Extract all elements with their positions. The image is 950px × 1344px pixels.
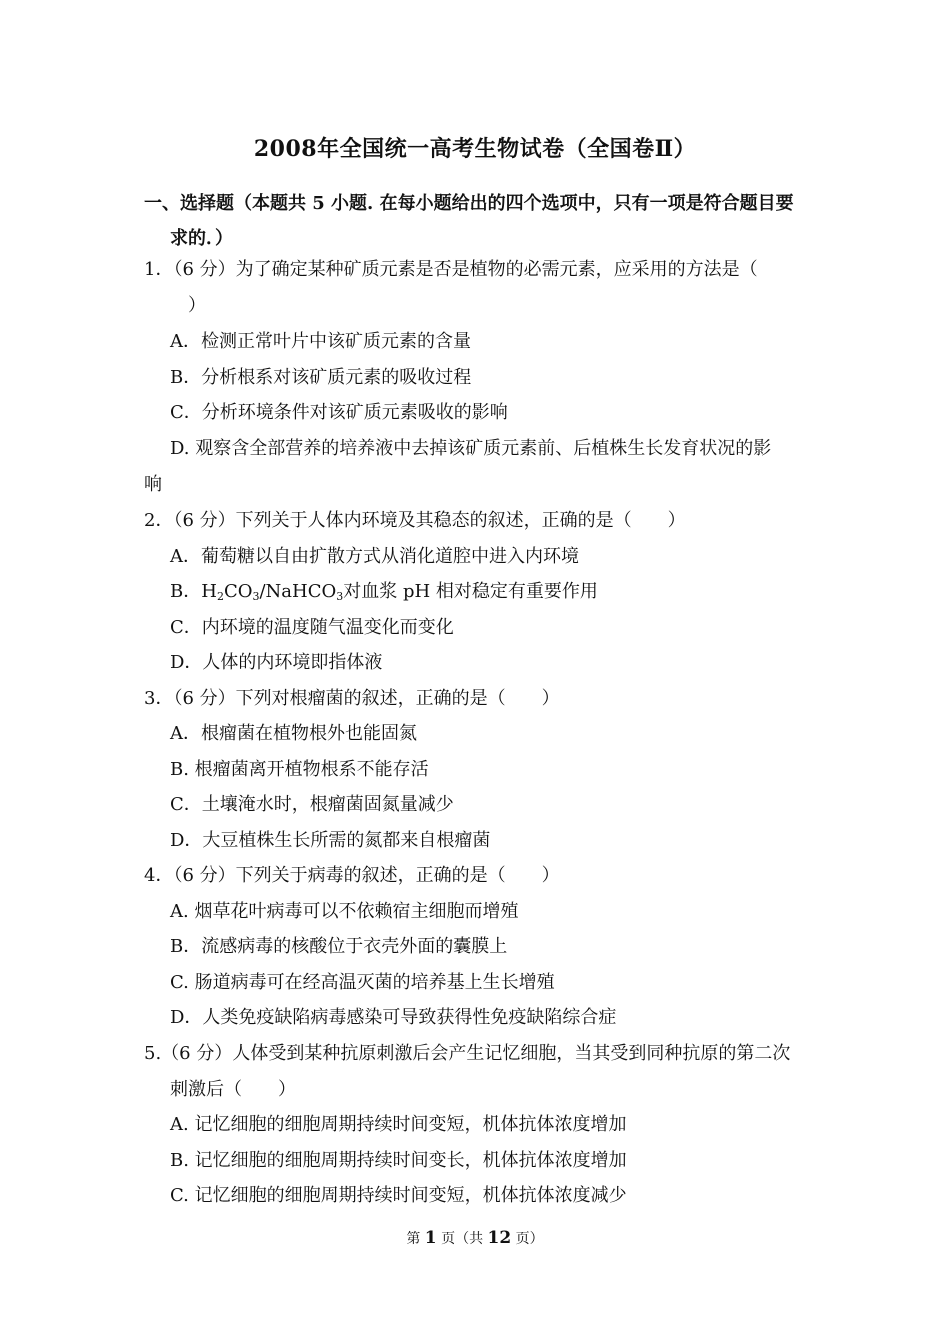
question-3-stem: 3．（6 分）下列对根瘤菌的叙述，正确的是（ ） <box>144 688 560 709</box>
subscript-2: 2 <box>216 590 224 603</box>
question-2-option-d: D．人体的内环境即指体液 <box>170 652 383 673</box>
option-b-suffix: 对血浆 pH 相对稳定有重要作用 <box>343 581 598 602</box>
subscript-3: 3 <box>252 590 260 603</box>
question-3-option-c: C．土壤淹水时，根瘤菌固氮量减少 <box>170 794 454 815</box>
question-5-stem-cont: 刺激后（ ） <box>170 1079 296 1100</box>
question-5-option-c: C. 记忆细胞的细胞周期持续时间变短，机体抗体浓度减少 <box>170 1185 627 1206</box>
question-2-stem: 2．（6 分）下列关于人体内环境及其稳态的叙述，正确的是（ ） <box>144 510 686 531</box>
question-4-stem: 4．（6 分）下列关于病毒的叙述，正确的是（ ） <box>144 865 560 886</box>
question-3-option-d: D．大豆植株生长所需的氮都来自根瘤菌 <box>170 830 491 851</box>
footer-prefix: 第 <box>406 1231 421 1247</box>
question-5-stem: 5.（6 分）人体受到某种抗原刺激后会产生记忆细胞，当其受到同种抗原的第二次 <box>144 1043 791 1064</box>
exam-title: 2008年全国统一高考生物试卷（全国卷Ⅱ） <box>253 136 697 162</box>
option-b-co: CO <box>223 581 253 602</box>
question-5-option-a: A. 记忆细胞的细胞周期持续时间变短，机体抗体浓度增加 <box>170 1114 627 1135</box>
question-4-option-d: D．人类免疫缺陷病毒感染可导致获得性免疫缺陷综合症 <box>170 1007 617 1028</box>
question-1-option-c: C．分析环境条件对该矿质元素吸收的影响 <box>170 402 508 423</box>
question-1-stem-cont: ） <box>188 295 206 316</box>
section-heading-text: 一、选择题（本题共 5 小题. 在每小题给出的四个选项中，只有一项是符合题目要 <box>144 193 794 214</box>
question-2-option-a: A．葡萄糖以自由扩散方式从消化道腔中进入内环境 <box>170 546 579 567</box>
question-5-option-b: B. 记忆细胞的细胞周期持续时间变长，机体抗体浓度增加 <box>170 1150 627 1171</box>
footer-mid: 页（共 <box>441 1231 484 1247</box>
question-3-option-b: B. 根瘤菌离开植物根系不能存活 <box>170 759 429 780</box>
question-1-option-d-wrap: 响 <box>144 474 162 495</box>
question-1-stem: 1．（6 分）为了确定某种矿质元素是否是植物的必需元素，应采用的方法是（ <box>144 259 758 280</box>
footer-page-number: 1 <box>424 1228 437 1248</box>
footer-suffix: 页） <box>515 1231 544 1247</box>
subscript-3b: 3 <box>336 590 344 603</box>
question-2-option-b <box>170 580 598 604</box>
question-4-option-a: A. 烟草花叶病毒可以不依赖宿主细胞而增殖 <box>170 901 519 922</box>
footer-total-pages: 12 <box>487 1228 512 1248</box>
question-3-option-a: A．根瘤菌在植物根外也能固氮 <box>170 723 417 744</box>
question-4-option-b: B．流感病毒的核酸位于衣壳外面的囊膜上 <box>170 936 508 957</box>
page-footer <box>0 1228 950 1248</box>
question-1-option-b: B．分析根系对该矿质元素的吸收过程 <box>170 367 472 388</box>
option-b-nahco: /NaHCO <box>259 581 337 602</box>
option-b-prefix: B．H <box>170 581 217 602</box>
question-2-option-c: C．内环境的温度随气温变化而变化 <box>170 617 454 638</box>
question-1-option-a: A．检测正常叶片中该矿质元素的含量 <box>170 331 471 352</box>
question-4-option-c: C. 肠道病毒可在经高温灭菌的培养基上生长增殖 <box>170 972 555 993</box>
section-heading <box>144 186 824 256</box>
question-1-option-d: D. 观察含全部营养的培养液中去掉该矿质元素前、后植株生长发育状况的影 <box>170 438 772 459</box>
section-heading-cont: 求的．） <box>170 228 233 249</box>
